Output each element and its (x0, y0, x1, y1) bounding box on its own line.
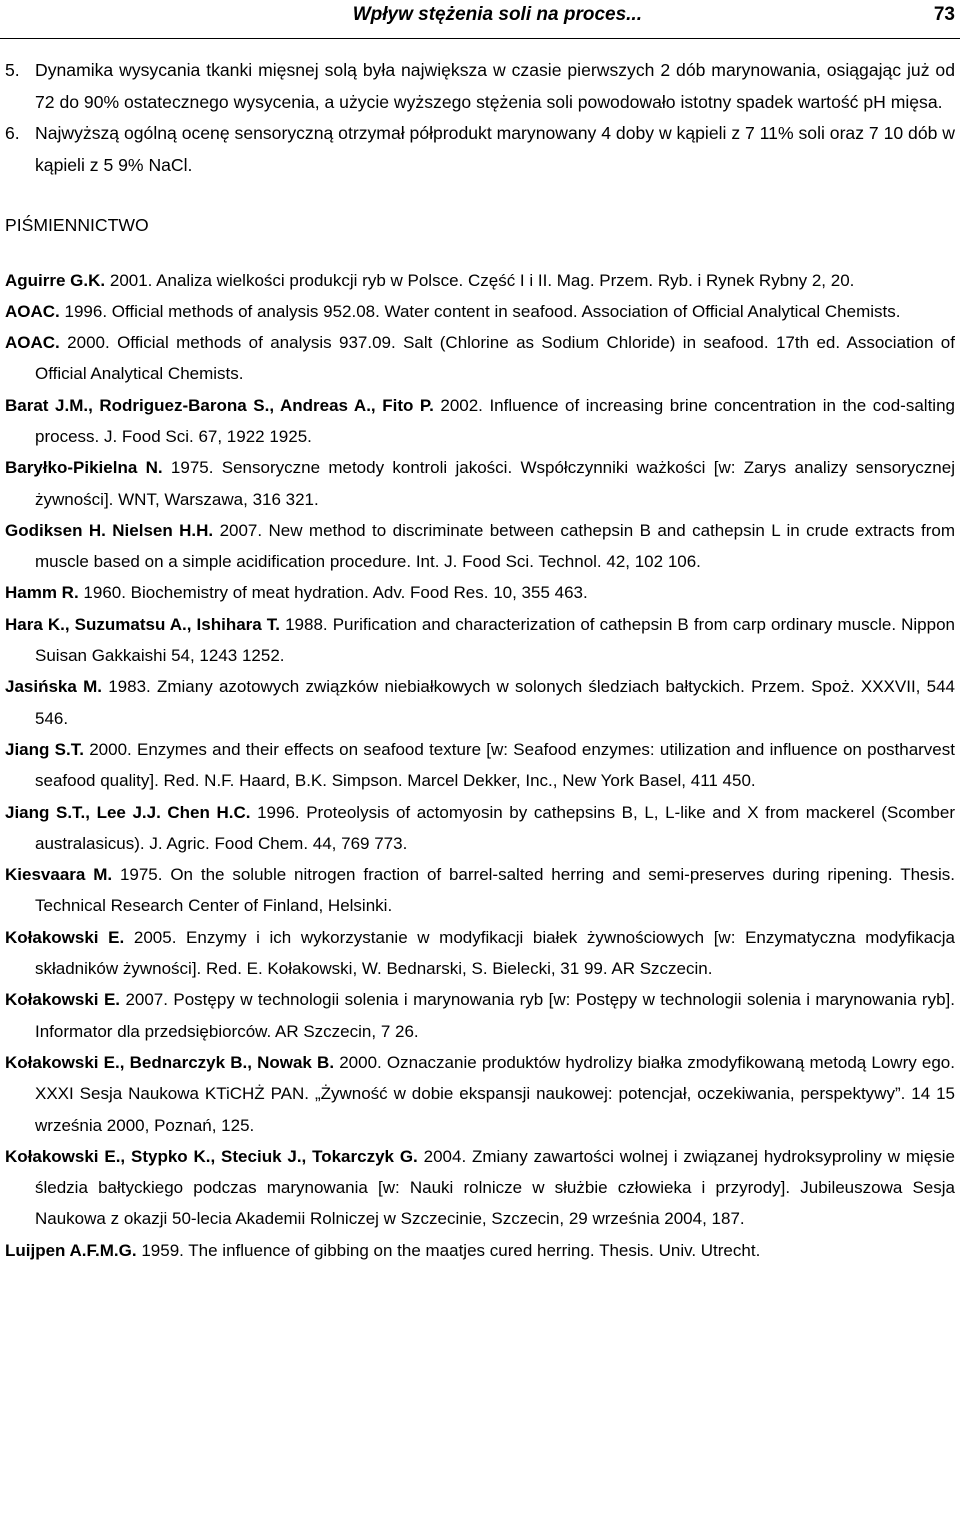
reference-authors: Kołakowski E. (5, 927, 125, 947)
reference-text: 1983. Zmiany azotowych związków niebiałkowych w solonych śledziach bałtyckich. Przem. Spoż. XXXVII, 544 546. (35, 677, 955, 728)
reference-text: 2000. Oznaczanie produktów hydrolizy białka zmodyfikowaną metodą Lowry ego. XXXI Sesja Naukowa KTiCHŻ PAN. „Żywność w dobie ekspansji naukowej: potencjał, oczekiwania, perspektywy”. 14 15 września 2000, Poznań, 125. (35, 1052, 955, 1135)
reference-item (5, 984, 955, 1047)
reference-item (5, 327, 955, 390)
reference-authors: Jiang S.T., Lee J.J. Chen H.C. (5, 802, 251, 822)
conclusion-text: Dynamika wysycania tkanki mięsnej solą była największa w czasie pierwszych 2 dób marynowania, osiągając już od 72 do 90% ostatecznego wysycenia, a użycie wyższego stężenia soli powodowało istotny spadek wartość pH mięsa. (35, 60, 955, 112)
reference-item (5, 734, 955, 797)
reference-item (5, 671, 955, 734)
reference-text: 2007. New method to discriminate between cathepsin B and cathepsin L in crude extracts from muscle based on a simple acidification procedure. Int. J. Food Sci. Technol. 42, 102 106. (35, 520, 955, 572)
reference-authors: Jasińska M. (5, 677, 102, 697)
reference-item (5, 452, 955, 515)
reference-text: 2000. Enzymes and their effects on seafood texture [w: Seafood enzymes: utilization and influence on postharvest seafood quality]. Red. N.F. Haard, B.K. Simpson. Marcel Dekker, Inc., New York Basel, 411 450. (35, 739, 955, 791)
reference-authors: Kołakowski E. (5, 990, 121, 1010)
reference-item (5, 296, 955, 327)
reference-authors: Kołakowski E., Stypko K., Steciuk J., Tokarczyk G. (5, 1146, 418, 1166)
reference-item (5, 609, 955, 672)
reference-text: 1996. Official methods of analysis 952.08. Water content in seafood. Association of Official Analytical Chemists. (64, 301, 901, 321)
reference-item (5, 797, 955, 860)
reference-item (5, 1047, 955, 1141)
reference-text: 2000. Official methods of analysis 937.09. Salt (Chlorine as Sodium Chloride) in seafood. 17th ed. Association of Official Analytical Chemists. (35, 333, 955, 384)
reference-text: 2005. Enzymy i ich wykorzystanie w modyfikacji białek żywnościowych [w: Enzymatyczna modyfikacja składników żywności]. Red. E. Kołakowski, W. Bednarski, S. Bielecki, 31 99. AR Szczecin. (35, 927, 955, 979)
running-title: Wpływ stężenia soli na proces... (352, 4, 642, 25)
reference-authors: Hara K., Suzumatsu A., Ishihara T. (5, 614, 281, 634)
reference-list (5, 265, 955, 1267)
page-number: 73 (933, 4, 955, 25)
reference-item (5, 390, 955, 453)
reference-authors: Barat J.M., Rodriguez-Barona S., Andreas A., Fito P. (5, 395, 434, 415)
reference-item (5, 922, 955, 985)
page-content (5, 55, 955, 1266)
reference-authors: Luijpen A.F.M.G. (5, 1240, 137, 1260)
conclusion-item (5, 55, 955, 118)
reference-authors: Kiesvaara M. (5, 865, 113, 885)
reference-item (5, 1235, 955, 1266)
running-header (0, 0, 960, 39)
reference-text: 2004. Zmiany zawartości wolnej i związanej hydroksyproliny w mięsie śledzia bałtyckiego podczas marynowania [w: Nauki rolnicze w służbie człowieka i przyrody]. Jubileuszowa Sesja Naukowa z okazji 50-lecia Akademii Rolniczej w Szczecinie, Szczecin, 29 września 2004, 187. (35, 1146, 955, 1229)
reference-text: 2007. Postępy w technologii solenia i marynowania ryb [w: Postępy w technologii solenia i marynowania ryb]. Informator dla przedsiębiorców. AR Szczecin, 7 26. (35, 990, 955, 1041)
reference-text: 1975. Sensoryczne metody kontroli jakości. Współczynniki ważkości [w: Zarys analizy sensorycznej żywności]. WNT, Warszawa, 316 321. (35, 458, 955, 509)
reference-text: 2002. Influence of increasing brine concentration in the cod-salting process. J. Food Sci. 67, 1922 1925. (35, 395, 955, 446)
reference-text: 1996. Proteolysis of actomyosin by cathepsins B, L, L-like and X from mackerel (Scomber australasicus). J. Agric. Food Chem. 44, 769 773. (35, 802, 955, 853)
reference-text: 1988. Purification and characterization of cathepsin B from carp ordinary muscle. Nippon Suisan Gakkaishi 54, 1243 1252. (35, 614, 955, 666)
section-heading: PIŚMIENNICTWO (5, 215, 149, 235)
reference-authors: Baryłko-Pikielna N. (5, 458, 163, 478)
reference-item (5, 265, 955, 296)
reference-item (5, 515, 955, 578)
conclusion-text: Najwyższą ogólną ocenę sensoryczną otrzymał półprodukt marynowany 4 doby w kąpieli z 7 11% soli oraz 7 10 dób w kąpieli z 5 9% NaCl. (35, 123, 955, 175)
reference-item (5, 577, 955, 608)
reference-authors: Kołakowski E., Bednarczyk B., Nowak B. (5, 1052, 335, 1072)
reference-item (5, 859, 955, 922)
reference-text: 1960. Biochemistry of meat hydration. Adv. Food Res. 10, 355 463. (83, 583, 588, 603)
reference-authors: Aguirre G.K. (5, 270, 106, 290)
reference-authors: Jiang S.T. (5, 739, 84, 759)
conclusion-number: 5. (5, 60, 20, 80)
reference-authors: Hamm R. (5, 583, 79, 603)
reference-text: 2001. Analiza wielkości produkcji ryb w Polsce. Część I i II. Mag. Przem. Ryb. i Rynek Rybny 2, 20. (109, 270, 855, 290)
reference-text: 1959. The influence of gibbing on the maatjes cured herring. Thesis. Univ. Utrecht. (141, 1240, 761, 1260)
reference-text: 1975. On the soluble nitrogen fraction of barrel-salted herring and semi-preserves during ripening. Thesis. Technical Research Center of Finland, Helsinki. (35, 865, 955, 916)
reference-authors: Godiksen H. Nielsen H.H. (5, 520, 214, 540)
reference-authors: AOAC. (5, 333, 60, 353)
conclusion-item (5, 118, 955, 181)
reference-item (5, 1141, 955, 1235)
conclusion-number: 6. (5, 123, 20, 143)
reference-authors: AOAC. (5, 301, 60, 321)
